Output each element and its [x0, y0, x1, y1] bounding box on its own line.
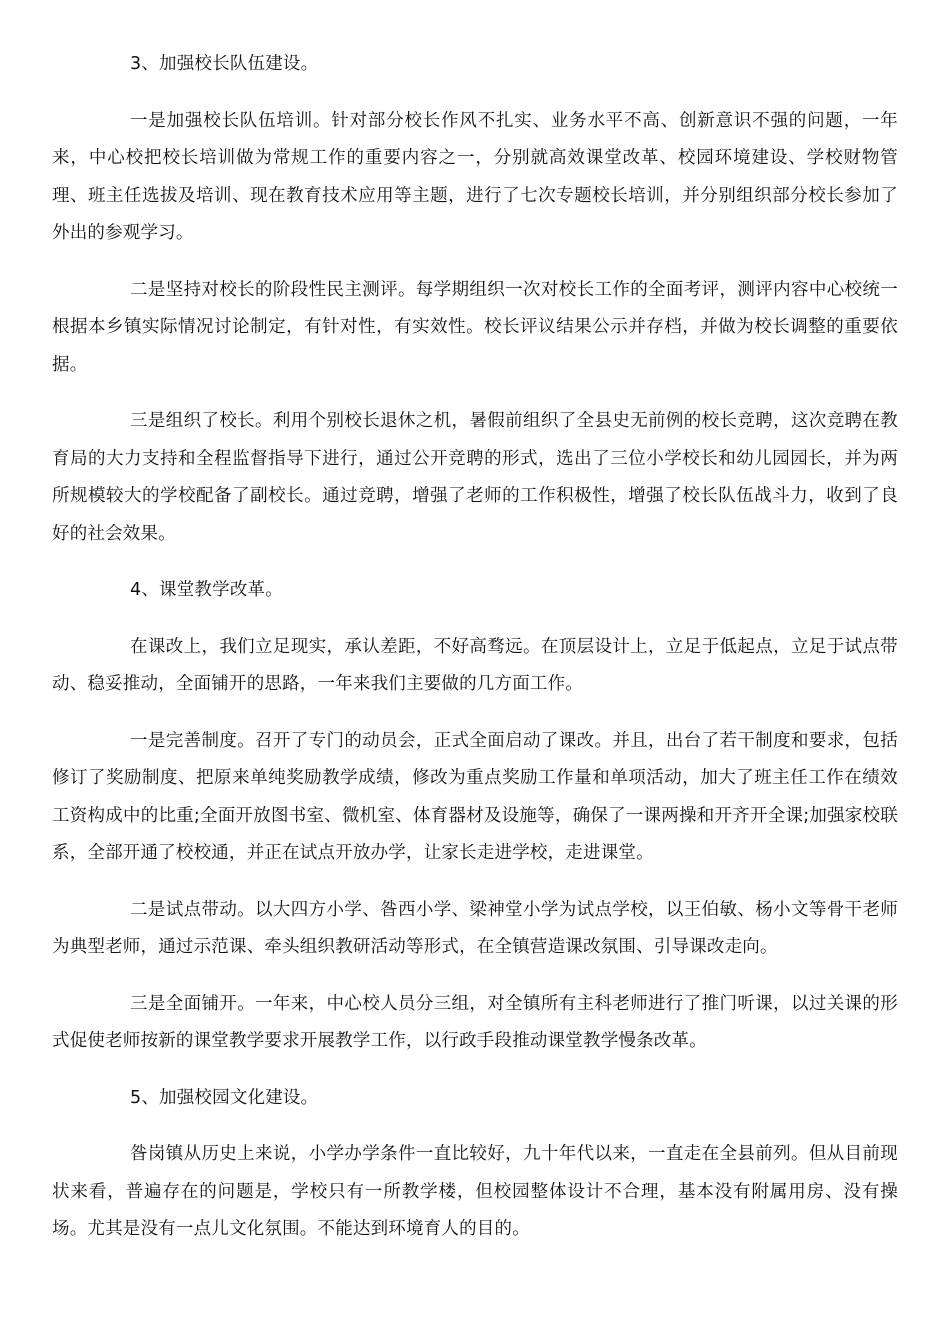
body-paragraph: 一是加强校长队伍培训。针对部分校长作风不扎实、业务水平不高、创新意识不强的问题，一年来，中心校把校长培训做为常规工作的重要内容之一，分别就高效课堂改革、校园环境建设、学校财物管理、班主任选拔及培训、现在教育技术应用等主题，进行了七次专题校长培训，并分别组织部分校长参加了外出的参观学习。	[52, 110, 898, 243]
section-heading-4: 4、课堂教学改革。	[130, 580, 283, 600]
body-paragraph: 二是试点带动。以大四方小学、昝西小学、梁神堂小学为试点学校，以王伯敏、杨小文等骨干老师为典型老师，通过示范课、牵头组织教研活动等形式，在全镇营造课改氛围、引导课改走向。	[52, 899, 898, 957]
body-paragraph: 三是全面铺开。一年来，中心校人员分三组，对全镇所有主科老师进行了推门听课，以过关课的形式促使老师按新的课堂教学要求开展教学工作，以行政手段推动课堂教学慢条改革。	[52, 993, 898, 1051]
body-paragraph: 二是坚持对校长的阶段性民主测评。每学期组织一次对校长工作的全面考评，测评内容中心校统一根据本乡镇实际情况讨论制定，有针对性，有实效性。校长评议结果公示并存档，并做为校长调整的重要依据。	[52, 279, 898, 375]
body-paragraph: 三是组织了校长。利用个别校长退休之机，暑假前组织了全县史无前例的校长竞聘，这次竞聘在教育局的大力支持和全程监督指导下进行，通过公开竞聘的形式，选出了三位小学校长和幼儿园园长，并为两所规模较大的学校配备了副校长。通过竞聘，增强了老师的工作积极性，增强了校长队伍战斗力，收到了良好的社会效果。	[52, 411, 898, 544]
section-heading-5: 5、加强校园文化建设。	[130, 1087, 319, 1108]
body-paragraph: 在课改上，我们立足现实，承认差距，不好高骛远。在顶层设计上，立足于低起点，立足于试点带动、稳妥推动，全面铺开的思路，一年来我们主要做的几方面工作。	[52, 636, 898, 694]
document-page	[52, 46, 898, 1249]
body-paragraph: 昝岗镇从历史上来说，小学办学条件一直比较好，九十年代以来，一直走在全县前列。但从目前现状来看，普遍存在的问题是，学校只有一所教学楼，但校园整体设计不合理，基本没有附属用房、没有操场。尤其是没有一点儿文化氛围。不能达到环境育人的目的。	[52, 1144, 898, 1239]
body-paragraph: 一是完善制度。召开了专门的动员会，正式全面启动了课改。并且，出台了若干制度和要求，包括修订了奖励制度、把原来单纯奖励教学成绩，修改为重点奖励工作量和单项活动，加大了班主任工作在绩效工资构成中的比重;全面开放图书室、微机室、体育器材及设施等，确保了一课两操和开齐开全课;加强家校联系，全部开通了校校通，并正在试点开放办学，让家长走进学校，走进课堂。	[52, 730, 898, 863]
section-heading-3: 3、加强校长队伍建设。	[130, 54, 319, 74]
